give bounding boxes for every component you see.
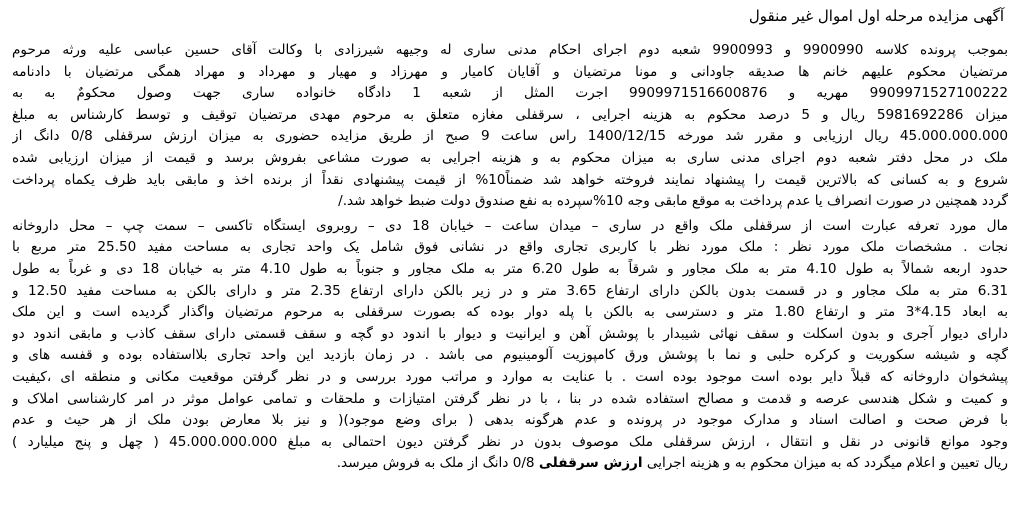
text-line: نجات . مشخصات ملک مورد نظر : ملک مورد نظر با کاربری تجاری واقع در نشانی فوق شامل یک واحد تجاری به مساحت مفید 25.50 متر مربع با [12,239,1008,256]
text-line: میزان 5981692286 ریال و 5 درصد محکوم به هزینه اجرایی ، سرقفلی مغازه متعلق به مرحوم مهدی مرتضیان توقیف و توسط کارشناس به مبلغ [12,106,1008,123]
paragraph-case-details [12,40,1008,213]
notice-title: آگهی مزایده مرحله اول اموال غیر منقول [748,7,1004,25]
text-line: حدود اربعه شمالاً به طول 4.10 متر به ملک مجاور و شرقاً به طول 6.20 متر به ملک مجاور و جنوباً به طول 4.10 متر به خیابان 18 دی و غرباً به طول [12,260,1008,277]
text-line: به ابعاد 4.15*3 متر و ارتفاع 1.80 متر و دسترسی به بالکن با پله دوار بوده که بصورت سرقفلی به مرحوم مرتضیان واگذار گردیده است و این ملک [12,304,1008,321]
text-line: گردد همچنین در صورت انصراف یا عدم پرداخت به موقع مابقی وجه 10%سپرده به نفع صندوق دولت ضبط خواهد شد./ [338,193,1008,210]
text-line: گچه و شیشه سکوریت و کرکره حلبی و نما با پوشش ورق کامپوزیت آلومینیوم می باشد . در زمان بازدید این واحد تجاری بلااستفاده بوده و قفسه های و [12,347,1008,364]
text-line: مال مورد تعرفه عبارت است از سرقفلی ملک واقع در ساری – میدان ساعت – خیابان 18 دی – روبروی ایستگاه تاکسی – سمت چپ – محل داروخانه [12,217,1008,234]
text-line: با فرض صحت و اصالت اسناد و مدارک موجود در پرونده و عدم هرگونه بدهی ( برای وضع موجود)( و نیز بلا معارض بودن ملک از هر حیث و عدم [12,412,1008,429]
goodwill-value-emphasis: ارزش سرقفلی [538,455,643,472]
text-line: و کمیت و شکل هندسی عرصه و قدمت و مصالح استفاده شده در بنا ، با در نظر گرفتن امتیازات و ملحقات و تمامی عوامل موثر در امر کارشناسی املاک و [12,390,1008,407]
text-line-final [12,453,1008,475]
text-line: 6.31 متر به ملک مجاور و در قسمت بدون بالکن دارای ارتفاع 3.65 متر و در زیر بالکن دارای ارتفاع 2.35 متر و دارای بالکن به مساحت مفید 12.50 و [12,282,1008,299]
text-line: مرتضیان محکوم علیهم خانم ها صدیقه جاودانی و مونا مرتضیان و آقایان کامیار و مهرزاد و مهیار و مهرداد و مهراد همگی مرتضیان با دادنامه [12,63,1008,80]
text-line: وجود موانع قانونی در نقل و انتقال ، ارزش سرقفلی ملک موصوف بدون در نظر گرفتن دیون احتمالی به مبلغ 45.000.000.000 ( چهل و پنج میلیارد ) [12,433,1008,450]
text-line: 45.000.000.000 ریال ارزیابی و مقرر شد مورخه 1400/12/15 راس ساعت 9 صبح از طریق مزایده حضوری به میزان ارزش سرقفلی 0/8 دانگ از [12,128,1008,145]
text-line: شروع و به کسانی که بالاترین قیمت را پیشنهاد نمایند فروخته خواهد شد ضمناً10% از قیمت پیشنهادی نقداً از برنده اخذ و مابقی باید ظرف یکماه پرداخت [12,171,1008,188]
text-line: 9909971527100222 مهریه و 9909971516600876 اجرت المثل از شعبه 1 دادگاه خانواده ساری جهت وصول محکومٌ به به [12,85,1008,102]
final-text-start: ریال تعیین و اعلام میگردد که به میزان محکوم به و هزینه اجرایی [646,455,1008,472]
final-text-end: 0/8 دانگ از ملک به فروش میرسد. [336,455,535,472]
text-line: دارای دیوار آجری و بدون اسکلت و سقف نهائی شیبدار با پوشش آهن و ایرانیت و دیوار با اندود دو گچه و سقف قسمتی دارای سقف کاذب و مابقی اندود دو [12,325,1008,342]
text-line: ملک در محل دفتر شعبه دوم اجرای مدنی ساری به میزان محکوم به و هزینه اجرایی به صورت مشاعی بفروش برسد و قیمت از میزان ارزیابی شده [12,149,1008,166]
text-line: بموجب پرونده کلاسه 9900990 و 9900993 شعبه دوم اجرای احکام مدنی ساری له وجیهه شیرزادی با وکالت آقای حسین عباسی علیه ورثه مرحوم [12,42,1008,58]
paragraph-property-description [12,216,1008,475]
text-line: پیشخوان داروخانه که قبلاً دایر بوده است موجود بوده است . با عنایت به موارد و مراتب مورد بررسی و در نظر گرفتن موقعیت مکانی و منطقه ای ،کیفیت [12,368,1008,385]
